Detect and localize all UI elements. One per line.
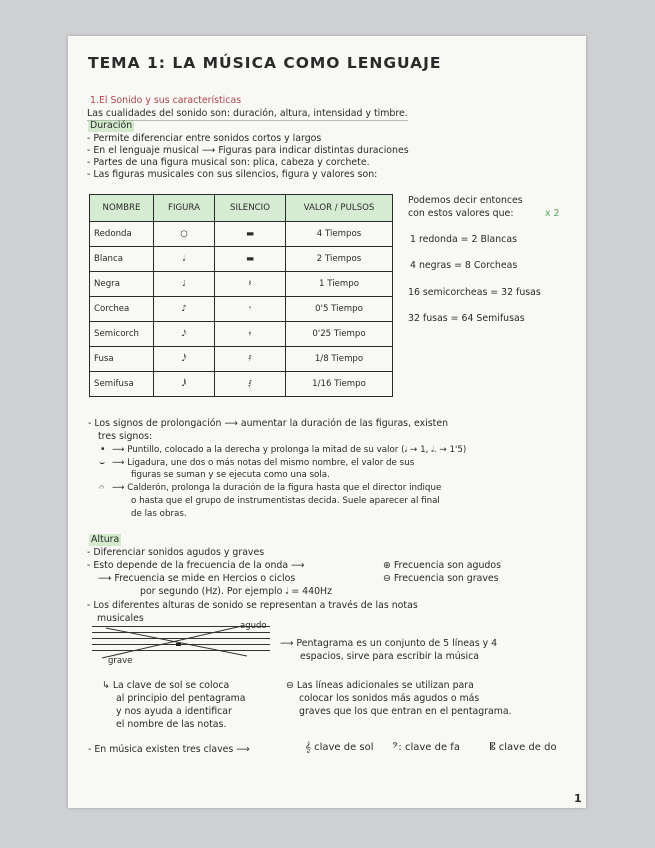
sign-mark: 𝄐: [99, 482, 105, 493]
figure-symbol: 𝅗𝅥: [154, 247, 215, 272]
page-title: TEMA 1: LA MÚSICA COMO LENGUAJE: [88, 54, 442, 72]
prolongacion-line-1: - Los signos de prolongación ⟶ aumentar la duración de las figuras, existen: [88, 418, 449, 429]
figure-symbol: ♩: [154, 272, 215, 297]
header-nombre: NOMBRE: [90, 195, 154, 222]
table-row: [90, 247, 393, 272]
row-name: Negra: [90, 272, 154, 297]
sign-text: ⟶ Puntillo, colocado a la derecha y prolonga la mitad de su valor (𝅗𝅥 → 1, 𝅗𝅥. → 1'5): [112, 445, 467, 455]
grave-label: grave: [108, 656, 133, 666]
table-row: [90, 347, 393, 372]
rest-symbol: 𝄾: [215, 297, 286, 322]
rest-symbol: ▬: [215, 247, 286, 272]
equation-1: 1 redonda = 2 Blancas: [410, 234, 517, 245]
sign-text: de las obras.: [131, 509, 187, 519]
sign-text: ⟶ Ligadura, une dos o más notas del mismo nombre, el valor de sus: [112, 458, 415, 468]
row-name: Fusa: [90, 347, 154, 372]
rest-symbol: 𝅀: [215, 347, 286, 372]
equation-3: 16 semicorcheas = 32 fusas: [408, 287, 541, 298]
pentagrama-line-1: ⟶ Pentagrama es un conjunto de 5 líneas y 4: [280, 638, 498, 649]
row-name: Blanca: [90, 247, 154, 272]
altura-line-3: ⟶ Frecuencia se mide en Hercios o ciclos: [98, 573, 296, 584]
row-value: 1/8 Tiempo: [286, 347, 393, 372]
rest-symbol: 𝄽: [215, 272, 286, 297]
row-name: Redonda: [90, 222, 154, 247]
bullet-4: - Las figuras musicales con sus silencios, figura y valores son:: [87, 169, 378, 180]
sign-mark: •: [100, 444, 106, 455]
altura-line-5: - Los diferentes alturas de sonido se representan a través de las notas: [87, 600, 418, 611]
clave-sol: 𝄞 clave de sol: [305, 742, 374, 753]
figure-symbol: ○: [154, 222, 215, 247]
prolongacion-line-2: tres signos:: [98, 431, 153, 442]
altura-line-6: musicales: [97, 613, 144, 624]
row-value: 4 Tiempos: [286, 222, 393, 247]
sign-text: o hasta que el grupo de instrumentistas decida. Suele aparecer al final: [131, 496, 440, 506]
bullet-1: - Permite diferenciar entre sonidos cortos y largos: [87, 133, 322, 144]
side-intro-1: Podemos decir entonces: [408, 195, 523, 206]
lineas-adicionales-3: graves que los que entran en el pentagrama.: [299, 706, 512, 717]
lineas-adicionales-2: colocar los sonidos más agudos o más: [299, 693, 480, 704]
clave-fa: 𝄢: clave de fa: [392, 742, 460, 753]
figure-symbol: 𝅘𝅥𝅰: [154, 347, 215, 372]
x2-note: x 2: [545, 208, 560, 219]
row-value: 0'25 Tiempo: [286, 322, 393, 347]
row-name: Corchea: [90, 297, 154, 322]
clave-do: 𝄡 clave de do: [490, 742, 557, 753]
section-heading: 1.El Sonido y sus características: [90, 95, 242, 106]
equation-4: 32 fusas = 64 Semifusas: [408, 313, 525, 324]
row-value: 2 Tiempos: [286, 247, 393, 272]
clave-sol-note-4: el nombre de las notas.: [116, 719, 227, 730]
bullet-3: - Partes de una figura musical son: plica, cabeza y corchete.: [87, 157, 370, 168]
table-row: [90, 272, 393, 297]
rest-symbol: 𝅁: [215, 372, 286, 397]
table-row: [90, 222, 393, 247]
altura-line-1: - Diferenciar sonidos agudos y graves: [87, 547, 265, 558]
side-intro-2: con estos valores que:: [408, 208, 514, 219]
row-value: 1/16 Tiempo: [286, 372, 393, 397]
clave-sol-note-3: y nos ayuda a identificar: [116, 706, 232, 717]
row-value: 1 Tiempo: [286, 272, 393, 297]
sign-mark: ⌣: [99, 457, 106, 468]
freq-graves: ⊖ Frecuencia son graves: [383, 573, 499, 584]
freq-agudos: ⊕ Frecuencia son agudos: [383, 560, 502, 571]
figure-symbol: 𝅘𝅥𝅱: [154, 372, 215, 397]
page-number: 1: [574, 792, 582, 805]
bullet-2: - En el lenguaje musical ⟶ Figuras para indicar distintas duraciones: [87, 145, 409, 156]
header-silencio: SILENCIO: [215, 195, 286, 222]
rest-symbol: 𝄿: [215, 322, 286, 347]
row-name: Semifusa: [90, 372, 154, 397]
altura-line-2: - Esto depende de la frecuencia de la onda ⟶: [87, 560, 305, 571]
row-value: 0'5 Tiempo: [286, 297, 393, 322]
clave-sol-note-1: ↳ La clave de sol se coloca: [102, 680, 230, 691]
altura-label: Altura: [91, 534, 120, 545]
rest-symbol: ▬: [215, 222, 286, 247]
header-figura: FIGURA: [154, 195, 215, 222]
sign-text: ⟶ Calderón, prolonga la duración de la figura hasta que el director indique: [112, 483, 442, 493]
table-row: [90, 297, 393, 322]
table-row: [90, 322, 393, 347]
table-header-row: [90, 195, 393, 222]
table-row: [90, 372, 393, 397]
intro-line: Las cualidades del sonido son: duración, altura, intensidad y timbre.: [87, 108, 408, 119]
header-valor: VALOR / PULSOS: [286, 195, 393, 222]
clave-sol-note-2: al principio del pentagrama: [116, 693, 246, 704]
equation-2: 4 negras = 8 Corcheas: [410, 260, 518, 271]
pentagrama-line-2: espacios, sirve para escribir la música: [300, 651, 480, 662]
altura-line-4: por segundo (Hz). Por ejemplo 𝅗𝅥 = 440Hz: [140, 586, 333, 597]
figures-table: [89, 194, 393, 397]
agudo-label: agudo: [240, 621, 267, 631]
figure-symbol: 𝅘𝅥𝅯: [154, 322, 215, 347]
lineas-adicionales-1: ⊖ Las líneas adicionales se utilizan para: [286, 680, 474, 691]
duracion-label: Duración: [90, 120, 133, 131]
row-name: Semicorch: [90, 322, 154, 347]
sign-text: figuras se suman y se ejecuta como una sola.: [131, 470, 330, 480]
claves-line: - En música existen tres claves ⟶: [88, 744, 250, 755]
figure-symbol: ♪: [154, 297, 215, 322]
